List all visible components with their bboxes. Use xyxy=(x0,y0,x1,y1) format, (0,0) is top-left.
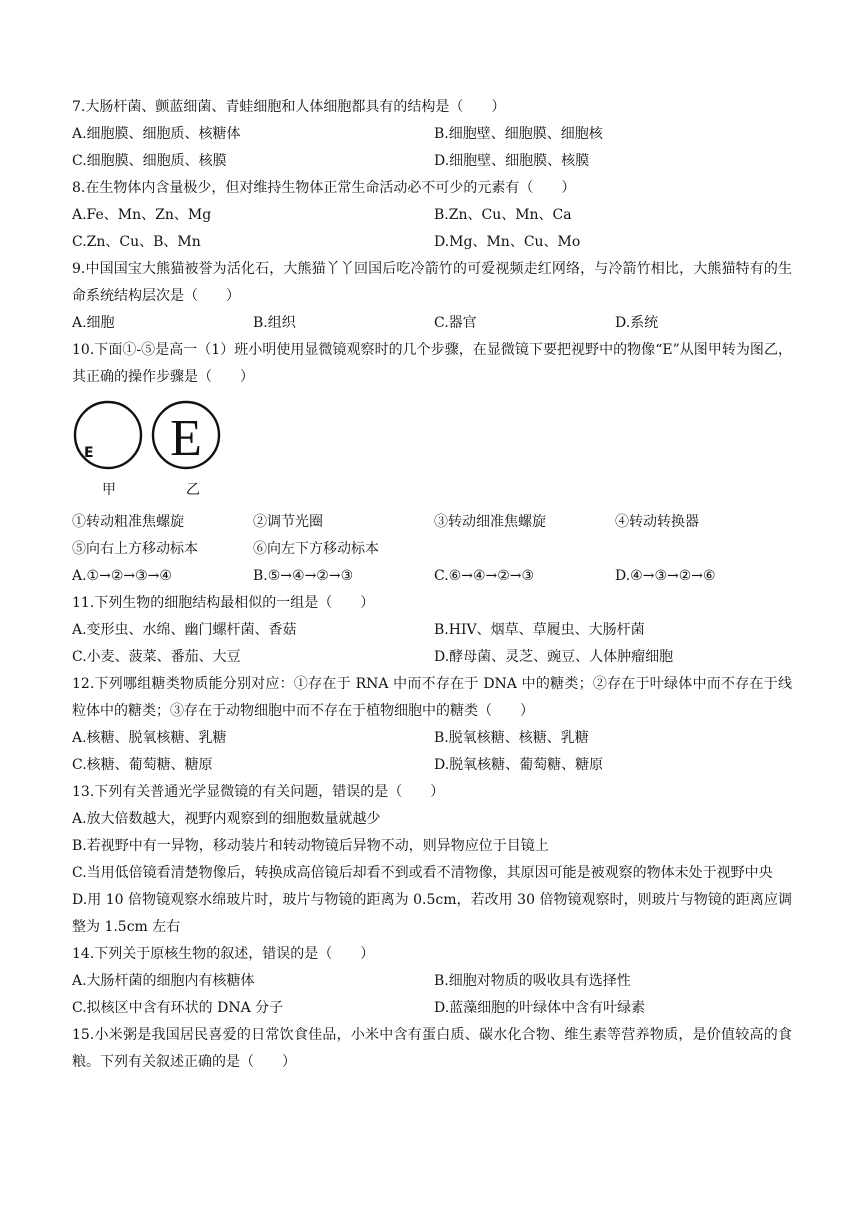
question-15-stem: 15.小米粥是我国居民喜爱的日常饮食佳品，小米中含有蛋白质、碳水化合物、维生素等营养物质，是价值较高的食粮。下列有关叙述正确的是（ ） xyxy=(72,1027,792,1070)
q13-option-c: C.当用低倍镜看清楚物像后，转换成高倍镜后却看不到或看不清物像，其原因可能是被观察的物体未处于视野中央 xyxy=(72,865,773,881)
q10-step-1: ①转动粗准焦螺旋 xyxy=(72,514,184,530)
q8-option-c: C.Zn、Cu、B、Mn xyxy=(72,234,201,250)
q9-option-b: B.组织 xyxy=(253,315,296,331)
q12-option-b: B.脱氧核糖、核糖、乳糖 xyxy=(434,730,589,746)
q11-option-d: D.酵母菌、灵芝、豌豆、人体肿瘤细胞 xyxy=(434,649,674,665)
question-8-stem: 8.在生物体内含量极少，但对维持生物体正常生命活动必不可少的元素有（ ） xyxy=(72,180,576,196)
question-10-steps-row-1 xyxy=(72,509,792,536)
q10-step-4: ④转动转换器 xyxy=(615,514,699,530)
question-8-options-row-1 xyxy=(72,202,792,229)
q11-option-a: A.变形虫、水绵、幽门螺杆菌、香菇 xyxy=(72,622,297,638)
q10-option-b: B.⑤→④→②→③ xyxy=(253,568,354,584)
question-7-options-row-1 xyxy=(72,121,792,148)
question-14-options-row-1 xyxy=(72,968,792,995)
q13-option-b: B.若视野中有一异物，移动装片和转动物镜后异物不动，则异物应位于目镜上 xyxy=(72,838,549,854)
q8-option-d: D.Mg、Mn、Cu、Mo xyxy=(434,234,581,250)
q11-option-c: C.小麦、菠菜、番茄、大豆 xyxy=(72,649,241,665)
question-11-stem: 11.下列生物的细胞结构最相似的一组是（ ） xyxy=(72,595,375,611)
field-jia-letter: E xyxy=(84,445,94,461)
question-10-steps-row-2 xyxy=(72,536,792,563)
q14-option-b: B.细胞对物质的吸收具有选择性 xyxy=(434,973,631,989)
question-14-stem: 14.下列关于原核生物的叙述，错误的是（ ） xyxy=(72,946,375,962)
exam-page xyxy=(72,94,792,1076)
q9-option-c: C.器官 xyxy=(434,315,477,331)
q10-step-6: ⑥向左下方移动标本 xyxy=(253,541,379,557)
question-10-stem: 10.下面①-⑤是高一（1）班小明使用显微镜观察时的几个步骤，在显微镜下要把视野中的物像“E”从图甲转为图乙，其正确的操作步骤是（ ） xyxy=(72,342,792,385)
caption-yi: 乙 xyxy=(186,482,200,498)
question-9-options xyxy=(72,310,792,337)
question-8-options-row-2 xyxy=(72,229,792,256)
question-10-options xyxy=(72,563,792,590)
q14-option-c: C.拟核区中含有环状的 DNA 分子 xyxy=(72,1000,284,1016)
microscope-field-figure xyxy=(72,393,792,509)
question-12-options-row-1 xyxy=(72,725,792,752)
q14-option-a: A.大肠杆菌的细胞内有核糖体 xyxy=(72,973,255,989)
q7-option-b: B.细胞壁、细胞膜、细胞核 xyxy=(434,126,603,142)
q10-step-5: ⑤向右上方移动标本 xyxy=(72,541,198,557)
q10-step-2: ②调节光圈 xyxy=(253,514,323,530)
question-13-stem: 13.下列有关普通光学显微镜的有关问题，错误的是（ ） xyxy=(72,784,445,800)
question-11-options-row-1 xyxy=(72,617,792,644)
q10-option-d: D.④→③→②→⑥ xyxy=(615,568,716,584)
question-12-options-row-2 xyxy=(72,752,792,779)
q11-option-b: B.HIV、烟草、草履虫、大肠杆菌 xyxy=(434,622,645,638)
q12-option-c: C.核糖、葡萄糖、糖原 xyxy=(72,757,213,773)
caption-jia: 甲 xyxy=(102,482,116,498)
question-11-options-row-2 xyxy=(72,644,792,671)
q7-option-a: A.细胞膜、细胞质、核糖体 xyxy=(72,126,241,142)
q13-option-d: D.用 10 倍物镜观察水绵玻片时，玻片与物镜的距离为 0.5cm，若改用 30 倍物镜观察时，则玻片与物镜的距离应调整为 1.5cm 左右 xyxy=(72,892,792,935)
q9-option-a: A.细胞 xyxy=(72,315,115,331)
question-9-stem: 9.中国国宝大熊猫被誉为活化石，大熊猫丫丫回国后吃冷箭竹的可爱视频走红网络，与冷箭竹相比，大熊猫特有的生命系统结构层次是（ ） xyxy=(72,261,792,304)
question-7-stem: 7.大肠杆菌、颤蓝细菌、青蛙细胞和人体细胞都具有的结构是（ ） xyxy=(72,99,506,115)
question-12-stem: 12.下列哪组糖类物质能分别对应：①存在于 RNA 中而不存在于 DNA 中的糖类；②存在于叶绿体中而不存在于线粒体中的糖类；③存在于动物细胞中而不存在于植物细胞中的糖类（ ） xyxy=(72,676,792,719)
q10-option-c: C.⑥→④→②→③ xyxy=(434,568,535,584)
q8-option-a: A.Fe、Mn、Zn、Mg xyxy=(72,207,212,223)
microscope-fields-svg xyxy=(72,397,232,477)
q12-option-a: A.核糖、脱氧核糖、乳糖 xyxy=(72,730,227,746)
question-14-options-row-2 xyxy=(72,995,792,1022)
q10-option-a: A.①→②→③→④ xyxy=(72,568,172,584)
q7-option-d: D.细胞壁、细胞膜、核膜 xyxy=(434,153,590,169)
q8-option-b: B.Zn、Cu、Mn、Ca xyxy=(434,207,572,223)
field-yi-letter: E xyxy=(170,410,202,467)
question-7-options-row-2 xyxy=(72,148,792,175)
q14-option-d: D.蓝藻细胞的叶绿体中含有叶绿素 xyxy=(434,1000,646,1016)
q10-step-3: ③转动细准焦螺旋 xyxy=(434,514,546,530)
q7-option-c: C.细胞膜、细胞质、核膜 xyxy=(72,153,227,169)
q13-option-a: A.放大倍数越大，视野内观察到的细胞数量就越少 xyxy=(72,811,381,827)
q12-option-d: D.脱氧核糖、葡萄糖、糖原 xyxy=(434,757,604,773)
q9-option-d: D.系统 xyxy=(615,315,659,331)
